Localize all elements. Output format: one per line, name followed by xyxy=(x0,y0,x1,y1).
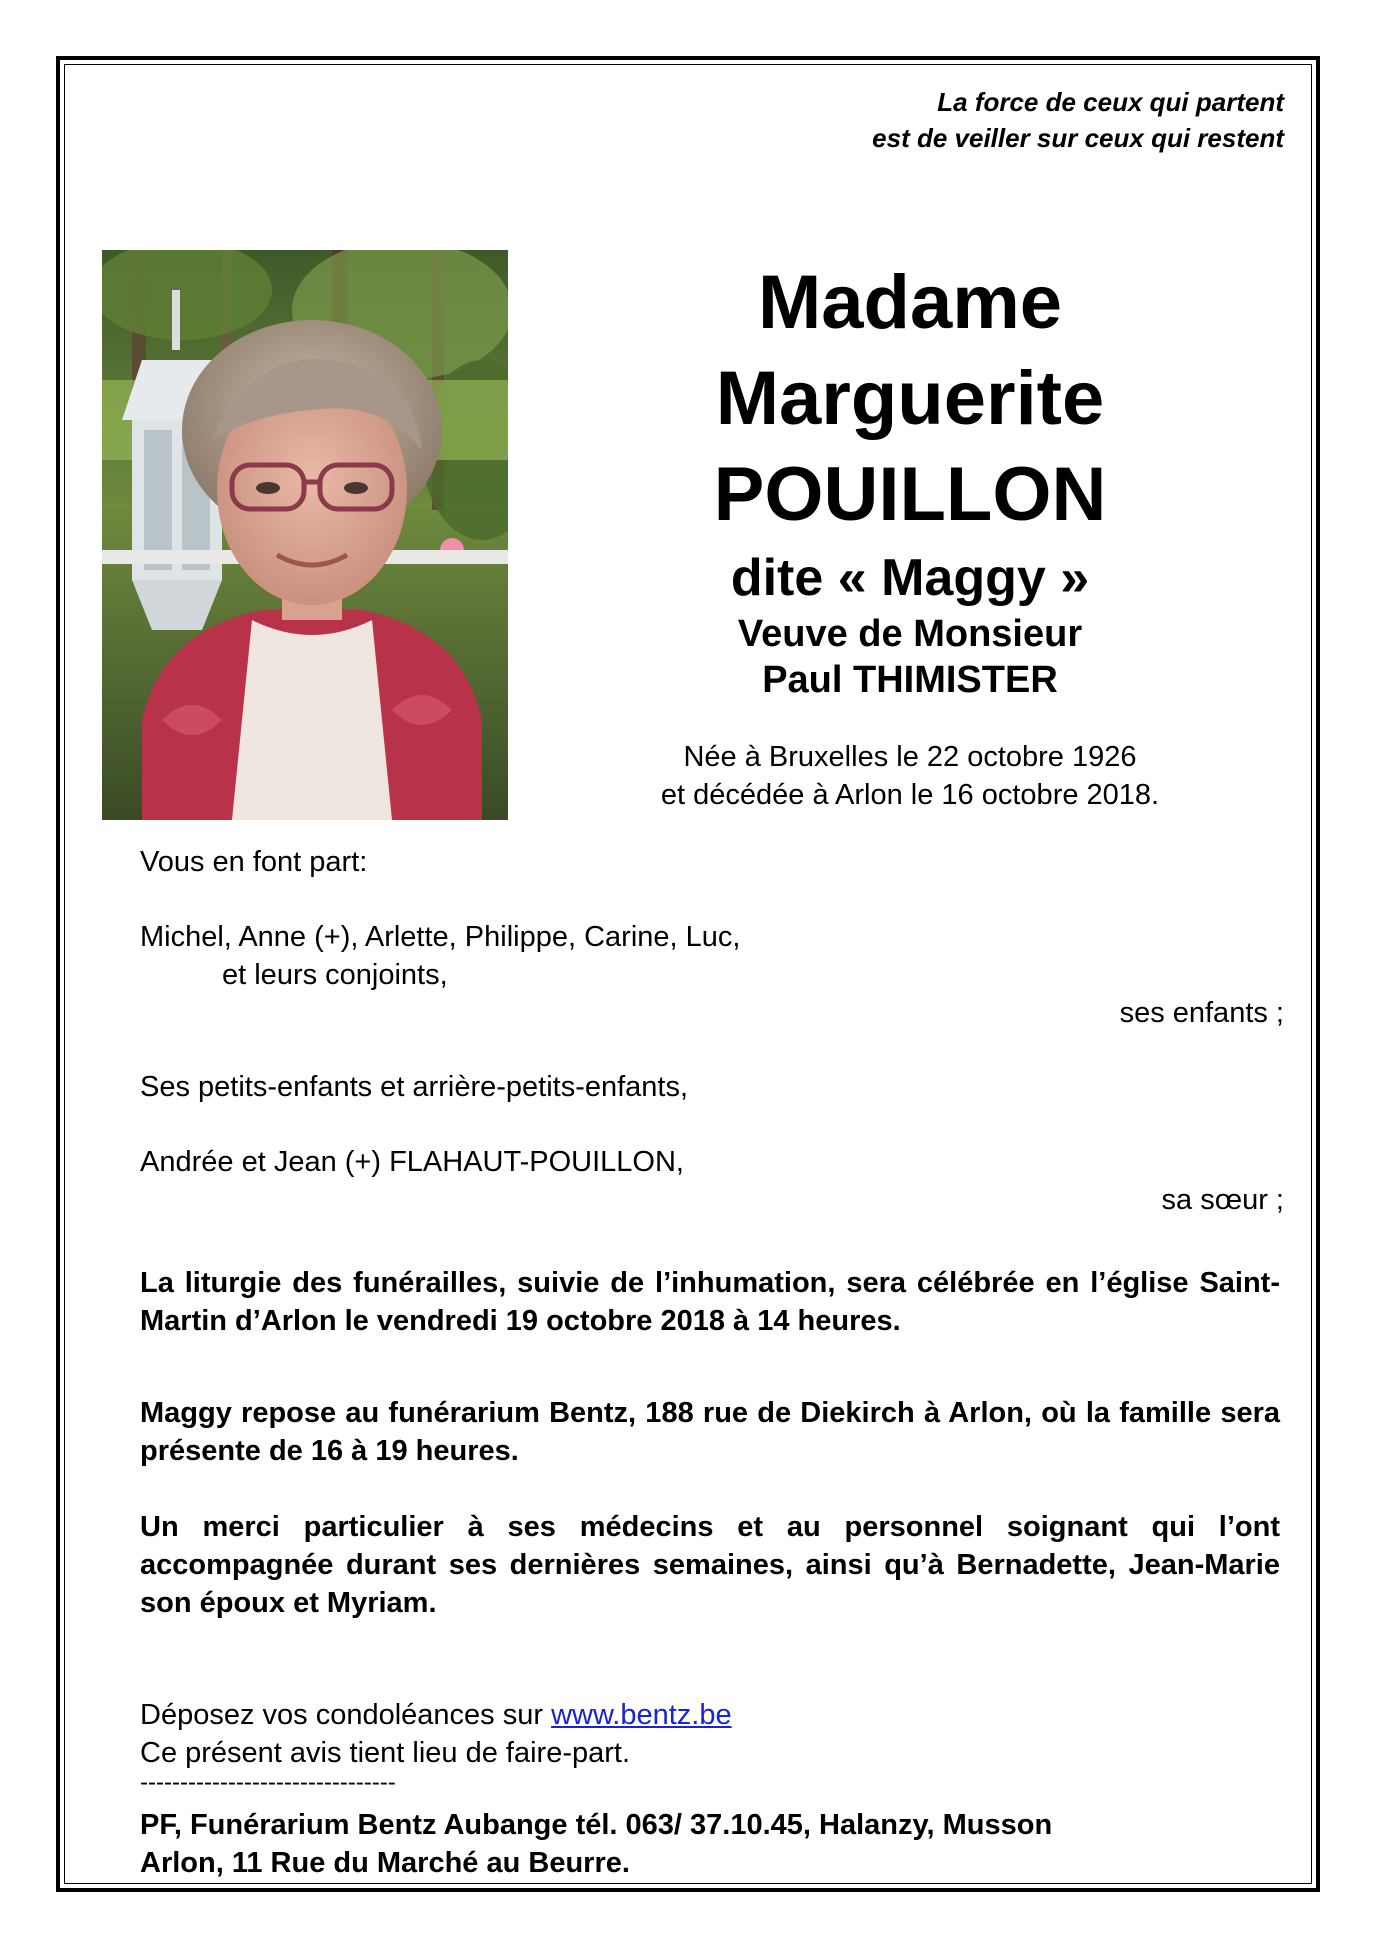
grandchildren-line: Ses petits-enfants et arrière-petits-enfants, xyxy=(140,1071,689,1103)
life-dates xyxy=(610,738,1210,814)
birth-line: Née à Bruxelles le 22 octobre 1926 xyxy=(683,741,1137,773)
condolences-prefix: Déposez vos condoléances sur xyxy=(140,1699,552,1731)
notice-line: Ce présent avis tient lieu de faire-part. xyxy=(140,1737,631,1769)
condolences-line xyxy=(140,1696,732,1734)
funeral-home-line-2: Arlon, 11 Rue du Marché au Beurre. xyxy=(140,1847,630,1879)
widow-line-1: Veuve de Monsieur xyxy=(737,613,1083,655)
death-line: et décédée à Arlon le 16 octobre 2018. xyxy=(660,779,1160,811)
portrait-photo xyxy=(102,250,508,820)
separator-line: -------------------------------- xyxy=(140,1769,396,1796)
honorific: Madame xyxy=(757,260,1063,345)
funeral-rest: Maggy repose au funérarium Bentz, 188 rue de Diekirch à Arlon, où la famille sera présente de 16 à 19 heures. xyxy=(140,1397,1280,1467)
deceased-name-block xyxy=(610,255,1210,703)
portrait-illustration xyxy=(102,250,508,820)
sister-role: sa sœur ; xyxy=(1161,1184,1284,1216)
announcement-intro: Vous en font part: xyxy=(140,846,368,878)
last-name: POUILLON xyxy=(713,452,1107,537)
motto-line-2: est de veiller sur ceux qui restent xyxy=(872,123,1284,153)
children-role: ses enfants ; xyxy=(1119,997,1284,1029)
funeral-thanks: Un merci particulier à ses médecins et au personnel soignant qui l’ont accompagnée durant ses dernières semaines, ainsi qu’à Bernadette, Jean-Marie son époux et Myriam. xyxy=(140,1511,1280,1619)
funeral-home-line-1: PF, Funérarium Bentz Aubange tél. 063/ 37.10.45, Halanzy, Musson xyxy=(140,1809,1053,1841)
first-name: Marguerite xyxy=(715,356,1105,441)
condolences-link[interactable]: www.bentz.be xyxy=(551,1699,732,1731)
children-line-1: Michel, Anne (+), Arlette, Philippe, Carine, Luc, xyxy=(140,921,741,953)
sister-line: Andrée et Jean (+) FLAHAUT-POUILLON, xyxy=(140,1146,684,1178)
children-line-2: et leurs conjoints, xyxy=(222,959,448,991)
nickname: dite « Maggy » xyxy=(730,549,1090,607)
motto xyxy=(872,84,1284,156)
funeral-liturgy: La liturgie des funérailles, suivie de l’inhumation, sera célébrée en l’église Saint-Martin d’Arlon le vendredi 19 octobre 2018 à 14 heures. xyxy=(140,1267,1280,1337)
motto-line-1: La force de ceux qui partent xyxy=(937,87,1284,117)
widow-line-2: Paul THIMISTER xyxy=(762,659,1058,701)
